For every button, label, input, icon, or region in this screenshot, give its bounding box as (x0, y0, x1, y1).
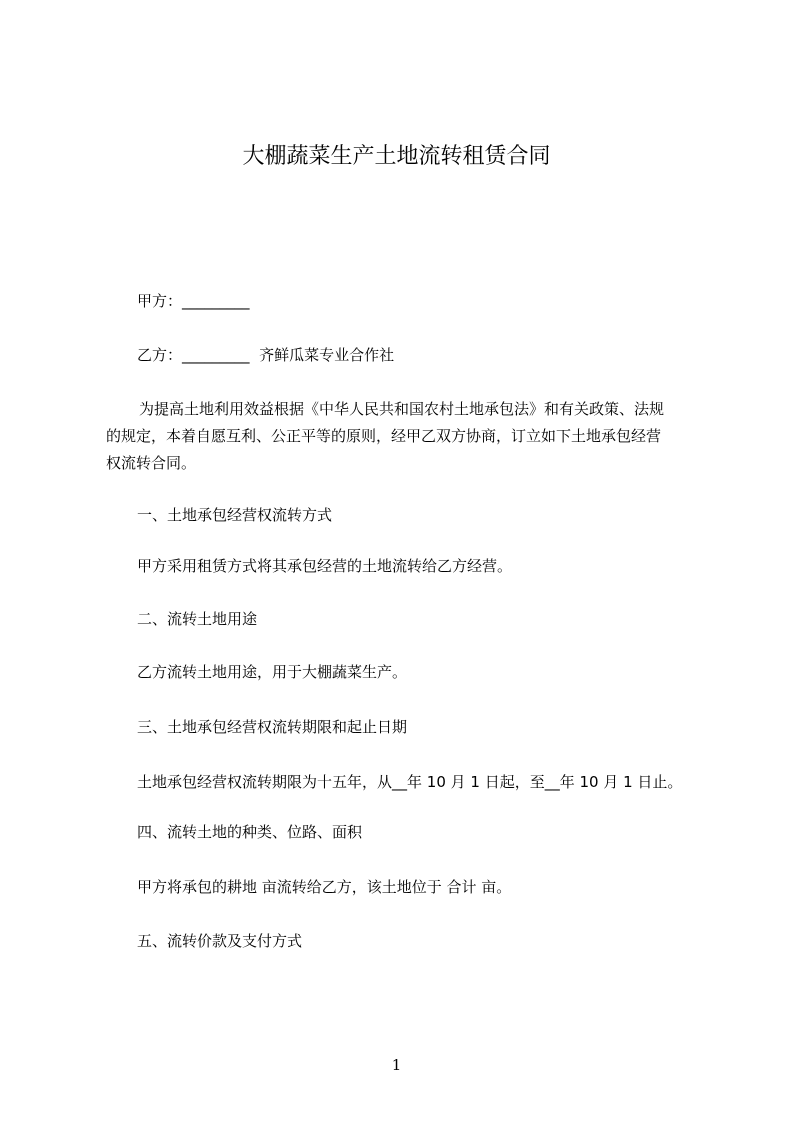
preamble-line-2: 的规定，本着自愿互利、公正平等的原则，经甲乙双方协商，订立如下土地承包经营 (106, 427, 662, 445)
preamble-line-1: 为提高土地利用效益根据《中华人民共和国农村土地承包法》和有关政策、法规 (139, 400, 665, 418)
document-title: 大棚蔬菜生产土地流转租赁合同 (242, 144, 551, 169)
party-a-blank: _________ (182, 292, 250, 310)
party-b-name: 齐鲜瓜菜专业合作社 (259, 346, 395, 364)
section-2-heading: 二、流转土地用途 (137, 610, 258, 628)
page-number: 1 (391, 1056, 402, 1074)
section-3-text: 土地承包经营权流转期限为十五年，从__年 10 月 1 日起，至__年 10 月 1 日止。 (137, 773, 683, 791)
party-a-line (137, 291, 250, 311)
party-b-label: 乙方： (137, 346, 183, 364)
preamble-line-3: 权流转合同。 (106, 454, 197, 472)
party-b-blank: _________ (182, 346, 250, 364)
party-a-label: 甲方： (137, 292, 183, 310)
section-5-heading: 五、流转价款及支付方式 (137, 932, 303, 950)
section-4-text: 甲方将承包的耕地 亩流转给乙方，该土地位于 合计 亩。 (137, 878, 512, 896)
section-3-heading: 三、土地承包经营权流转期限和起止日期 (137, 718, 408, 736)
party-b-line (137, 345, 394, 365)
section-1-heading: 一、土地承包经营权流转方式 (137, 506, 333, 524)
section-4-heading: 四、流转土地的种类、位路、面积 (137, 823, 363, 841)
section-2-text: 乙方流转土地用途，用于大棚蔬菜生产。 (137, 663, 408, 681)
preamble-paragraph (106, 396, 706, 477)
section-1-text: 甲方采用租赁方式将其承包经营的土地流转给乙方经营。 (137, 557, 513, 575)
